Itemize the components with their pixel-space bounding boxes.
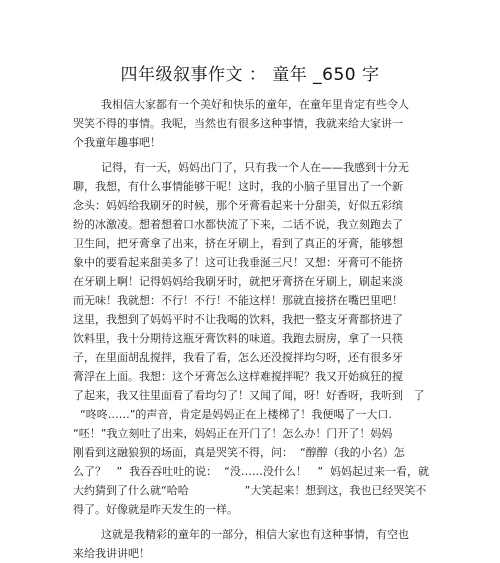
text-line: “呸！”我立刻吐了出来，妈妈正在开门了！怎么办！门开了！妈妈 — [73, 427, 393, 440]
text-line: “咚咚……”的声音，肯定是妈妈正在上楼梯了！我便喝了一大口. — [73, 408, 392, 421]
text-line: 聊，我想，有什么事情能够干呢！这时，我的小脑子里冒出了一个新 — [73, 180, 403, 193]
text-line: 个我童年趣事吧！ — [73, 136, 161, 149]
page-title: 四年级叙事作文 ： 童年 _650 字 — [120, 65, 380, 85]
text-line: 象中的要看起来甜美多了！这可让我垂涎三尺！又想：牙膏可不能挤 — [73, 256, 403, 269]
text-line: 刚看到这融狼狈的场面，真是哭笑不得，问： “醇醇（我的小名）怎 — [73, 446, 405, 459]
text-line: 念头：妈妈给我刷牙的时候，那个牙膏看起来十分甜美，好似五彩缤 — [73, 199, 403, 212]
text-line: 我相信大家都有一个美好和快乐的童年，在童年里肯定有些令人 — [73, 98, 409, 111]
text-line: 大约猜到了什么就“哈哈 ”大笑起来！想到这，我也已经哭笑不 — [73, 484, 427, 497]
text-line: 纷的冰激凌。想着想着口水都快流了下来，二话不说，我立刻跑去了 — [73, 218, 403, 231]
paragraph — [73, 525, 413, 563]
text-line: 得了。好像就是昨天发生的一样。 — [73, 503, 238, 516]
text-line: 了起来，我又往里面看了看均匀了！又闻了闻，呀！好香呀，我听到 了 — [73, 389, 425, 402]
text-line: 而无味！我就想：不行！不行！不能这样！那就直接挤在嘴巴里吧！ — [73, 294, 403, 307]
text-line: 来给我讲讲吧！ — [73, 547, 150, 560]
text-line: 卫生间，把牙膏拿了出来，挤在牙刷上，看到了真正的牙膏，能够想 — [73, 237, 403, 250]
text-line: 么了？ ” 我吞吞吐吐的说： “没……没什么！ ” 妈妈起过来一看，就 — [73, 465, 430, 478]
paragraph — [73, 158, 430, 519]
text-line: 在牙刷上啊！记得妈妈给我刷牙时，就把牙膏挤在牙刷上，刷起来淡 — [73, 275, 403, 288]
text-line: 这里，我想到了妈妈平时不让我喝的饮料，我把一整支牙膏都挤进了 — [73, 313, 403, 326]
text-line: 膏浮在上面。我想：这个牙膏怎么这样难搅拌呢？我又开始疯狂的搅 — [73, 370, 403, 383]
text-line: 记得，有一天，妈妈出门了，只有我一个人在——我感到十分无 — [73, 161, 409, 174]
text-line: 哭笑不得的事情。我呢，当然也有很多这种事情，我就来给大家讲一 — [73, 117, 403, 130]
text-line: 子，在里面胡乱搅拌，我看了看，怎么还没搅拌均匀呀，还有很多牙 — [73, 351, 403, 364]
article-body — [73, 95, 430, 563]
text-line: 饮料里，我十分期待这瓶牙膏饮料的味道。我跑去厨房，拿了一只筷 — [73, 332, 403, 345]
paragraph — [73, 95, 413, 152]
text-line: 这就是我精彩的童年的一部分，相信大家也有这种事情，有空也 — [73, 528, 409, 541]
